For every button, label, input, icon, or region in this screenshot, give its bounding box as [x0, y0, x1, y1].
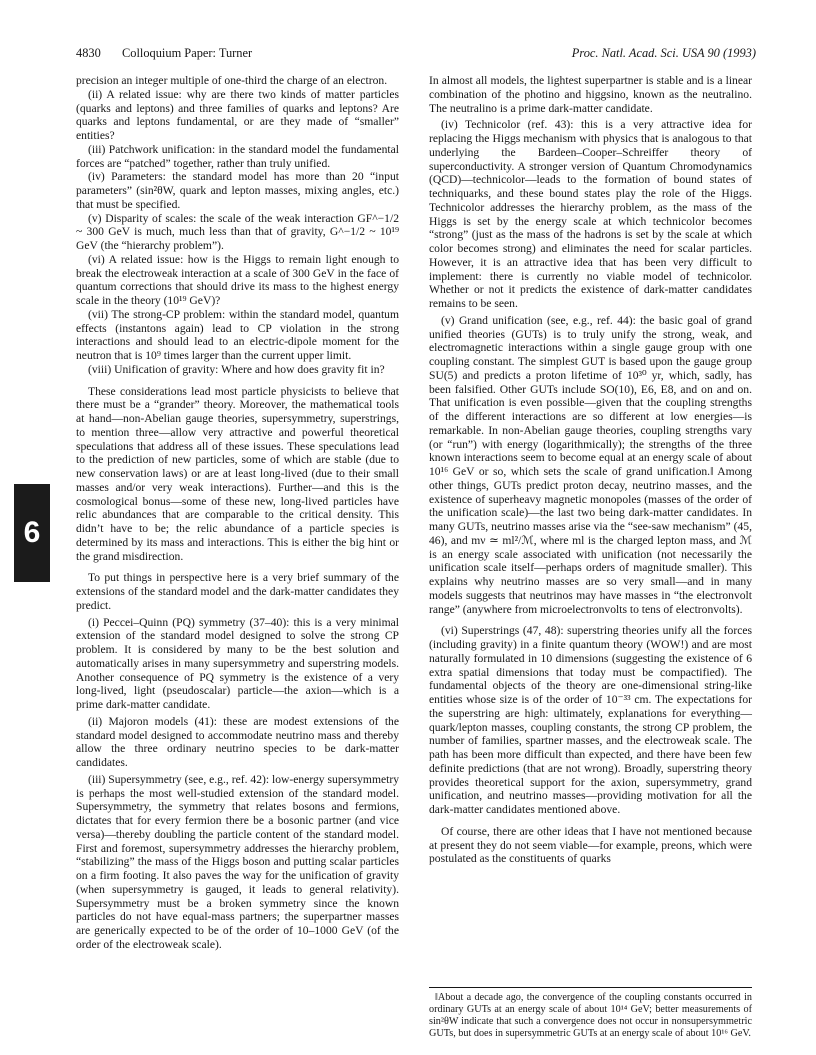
paragraph: To put things in perspective here is a very brief summary of the extensions of the standard model and the dark-matter candidates they predict. [76, 571, 399, 612]
paragraph: (iii) Patchwork unification: in the standard model the fundamental forces are “patched” together, rather than truly unified. [76, 142, 399, 170]
running-header [76, 44, 756, 62]
paragraph: (iii) Supersymmetry (see, e.g., ref. 42): low-energy supersymmetry is perhaps the most well-studied extension of the standard model. Supersymmetry, the symmetry that relates bosons and fermions, dictates that for every fermion there be a bosonic partner (and vice versa)—thereby doubling the particle content of the standard model. First and foremost, supersymmetry addresses the hierarchy problem, “stabilizing” the mass of the Higgs boson and putting scalar particles on a firm footing. It also paves the way for the unification of gravity (when supersymmetry is gauged, it leads to general relativity). Supersymmetry must be a broken symmetry since the known particles do not have equal-mass partners; the superpartner masses are generically expected to be of the order of 10–1000 GeV (of the order of the electroweak scale). [76, 772, 399, 951]
paragraph: (ii) A related issue: why are there two kinds of matter particles (quarks and leptons) and three families of quarks and leptons? Are quarks and leptons fundamental, or are they made of “smaller” entities? [76, 87, 399, 142]
paragraph: (vi) Superstrings (47, 48): superstring theories unify all the forces (including gravity) in a finite quantum theory (WOW!) and are most naturally formulated in 10 dimensions (suggesting the existence of 6 extra spatial dimensions that today must be compactified). The fundamental objects of the theory are one-dimensional string-like entities whose size is of the order of 10⁻³³ cm. The expectations for the superstring are high: ultimately, explanations for everything—quark/lepton masses, coupling constants, the strong CP problem, the number of families, spartner masses, and the electroweak scale. The path has been more difficult than expected, and there have been few definite predictions (that are not wrong). Broadly, superstring theory provides theoretical support for the axion, supersymmetry, grand unification, and neutrino masses—providing motivation for all the dark-matter candidates mentioned above. [429, 624, 752, 816]
section-tab: 6 [14, 484, 50, 582]
paragraph: (ii) Majoron models (41): these are modest extensions of the standard model designed to accommodate neutrino mass and thereby allow the three ordinary neutrino species to be dark-matter candidates. [76, 714, 399, 769]
paragraph: (vii) The strong-CP problem: within the standard model, quantum effects (instantons again) lead to CP violation in the strong interactions and should lead to an electric-dipole moment for the neutron that is 10⁹ times larger than the current upper limit. [76, 307, 399, 362]
paragraph: (iv) Technicolor (ref. 43): this is a very attractive idea for replacing the Higgs mechanism with physics that is analogous to that underlying the Bardeen–Cooper–Schreiffer theory of superconductivity. A stronger version of Quantum Chromodynamics (QCD)—technicolor—leads to the formation of bound states of techniquarks, and these bound states play the role of the Higgs. Technicolor addresses the hierarchy problem, as the mass of the Higgs is set by the energy scale at which technicolor becomes “strong” (just as the mass of the hadrons is set by the scale at which color becomes strong) and eliminates the need for scalar particles. However, it is an attractive idea that has been very difficult to implement: there is currently no viable model of technicolor. Whether or not it predicts the existence of dark-matter candidates remains to be seen. [429, 118, 752, 310]
footnote-text: ‖About a decade ago, the convergence of the coupling constants occurred in ordinary GUTs at an energy scale of about 10¹⁴ GeV; better measurements of sin²θW indicate that such a convergence does not occur in nonsupersymmetric GUTs, but does in supersymmetric GUTs at an energy scale of about 10¹⁶ GeV. [429, 992, 752, 1039]
page-number: 4830 [76, 46, 101, 60]
paragraph: (v) Disparity of scales: the scale of the weak interaction GF^−1/2 ~ 300 GeV is much, much less than that of gravity, G^−1/2 ~ 10¹⁹ GeV (the “hierarchy problem”). [76, 211, 399, 252]
paragraph: These considerations lead most particle physicists to believe that there must be a “grander” theory. Moreover, the mathematical tools at hand—non-Abelian gauge theories, supersymmetry, superstrings, to mention three—allow very attractive and powerful theoretical speculations that address all of these issues. These speculations lead to the prediction of new particles, some of which are stable (due to new conservation laws) or are at least long-lived (due to their small masses and/or very weak interactions). Further—and this is the cosmological bonus—some of these new, long-lived particles have relic abundances that are comparable to the critical density. This didn’t have to be; the relic abundance of a particle species is determined by its mass and interactions. This is either the big hint or the grand misdirection. [76, 384, 399, 563]
paragraph: (vi) A related issue: how is the Higgs to remain light enough to break the electroweak interaction at a scale of 300 GeV in the face of quantum corrections that should drive its mass to the highest energy scale in the theory (10¹⁹ GeV)? [76, 252, 399, 307]
paragraph: Of course, there are other ideas that I have not mentioned because at present they do not seem viable—for example, preons, which were postulated as the constituents of quarks [429, 824, 752, 866]
paragraph: (viii) Unification of gravity: Where and how does gravity fit in? [88, 362, 385, 376]
paragraph: (v) Grand unification (see, e.g., ref. 44): the basic goal of grand unified theories (GUTs) is to truly unify the strong, weak, and electromagnetic interactions within a single gauge group with one coupling constant. The simplest GUT is based upon the gauge group SU(5) and predicts a proton lifetime of 10³⁰ yr, which, sadly, has been falsified. Other GUTs include SO(10), E6, E8, and on and on. That unification is even possible—given that the coupling strengths of the different interactions are so different at low energies—is remarkable. In non-Abelian gauge theories, coupling strengths vary (or “run”) with energy (logarithmically); the strengths of the three known interactions seem to become equal at an energy scale of about 10¹⁶ GeV or so, which sets the scale of grand unification.‖ Among other things, GUTs predict proton decay, neutrino masses, and the existence of superheavy magnetic monopoles (masses of the order of the unification scale)—the last two being dark-matter candidates. In many GUTs, neutrino masses arise via the “see-saw mechanism” (45, 46), and mν ≃ ml²/ℳ, where ml is the charged lepton mass, and ℳ is an energy scale associated with unification (not necessarily the unification scale itself—perhaps orders of magnitude smaller). This explains why neutrino masses are so very small—and in many models suggests that neutrinos may have masses in “the electronvolt range” (anywhere from microelectronvolts to tens of electronvolts). [429, 313, 752, 616]
journal-citation: Proc. Natl. Acad. Sci. USA 90 (1993) [571, 46, 756, 60]
right-column [429, 74, 752, 866]
paragraph: (iv) Parameters: the standard model has more than 20 “input parameters” (sin²θW, quark and lepton masses, mixing angles, etc.) that must be specified. [76, 170, 399, 211]
paragraph: precision an integer multiple of one-third the charge of an electron. [76, 74, 388, 87]
footnote [429, 987, 752, 1040]
paragraph: In almost all models, the lightest superpartner is stable and is a linear combination of the photino and higgsino, known as the neutralino. The neutralino is a prime dark-matter candidate. [429, 74, 752, 115]
running-title: Colloquium Paper: Turner [122, 46, 253, 60]
paragraph: (i) Peccei–Quinn (PQ) symmetry (37–40): this is a very minimal extension of the standard model designed to solve the strong CP problem. It is considered by many to be the best solution and automatically arises in many supersymmetry and superstring models. Another consequence of PQ symmetry is the existence of a very long-lived, light (pseudoscalar) particle—the axion—which is a prime dark-matter candidate. [76, 615, 399, 711]
left-column [76, 74, 399, 952]
